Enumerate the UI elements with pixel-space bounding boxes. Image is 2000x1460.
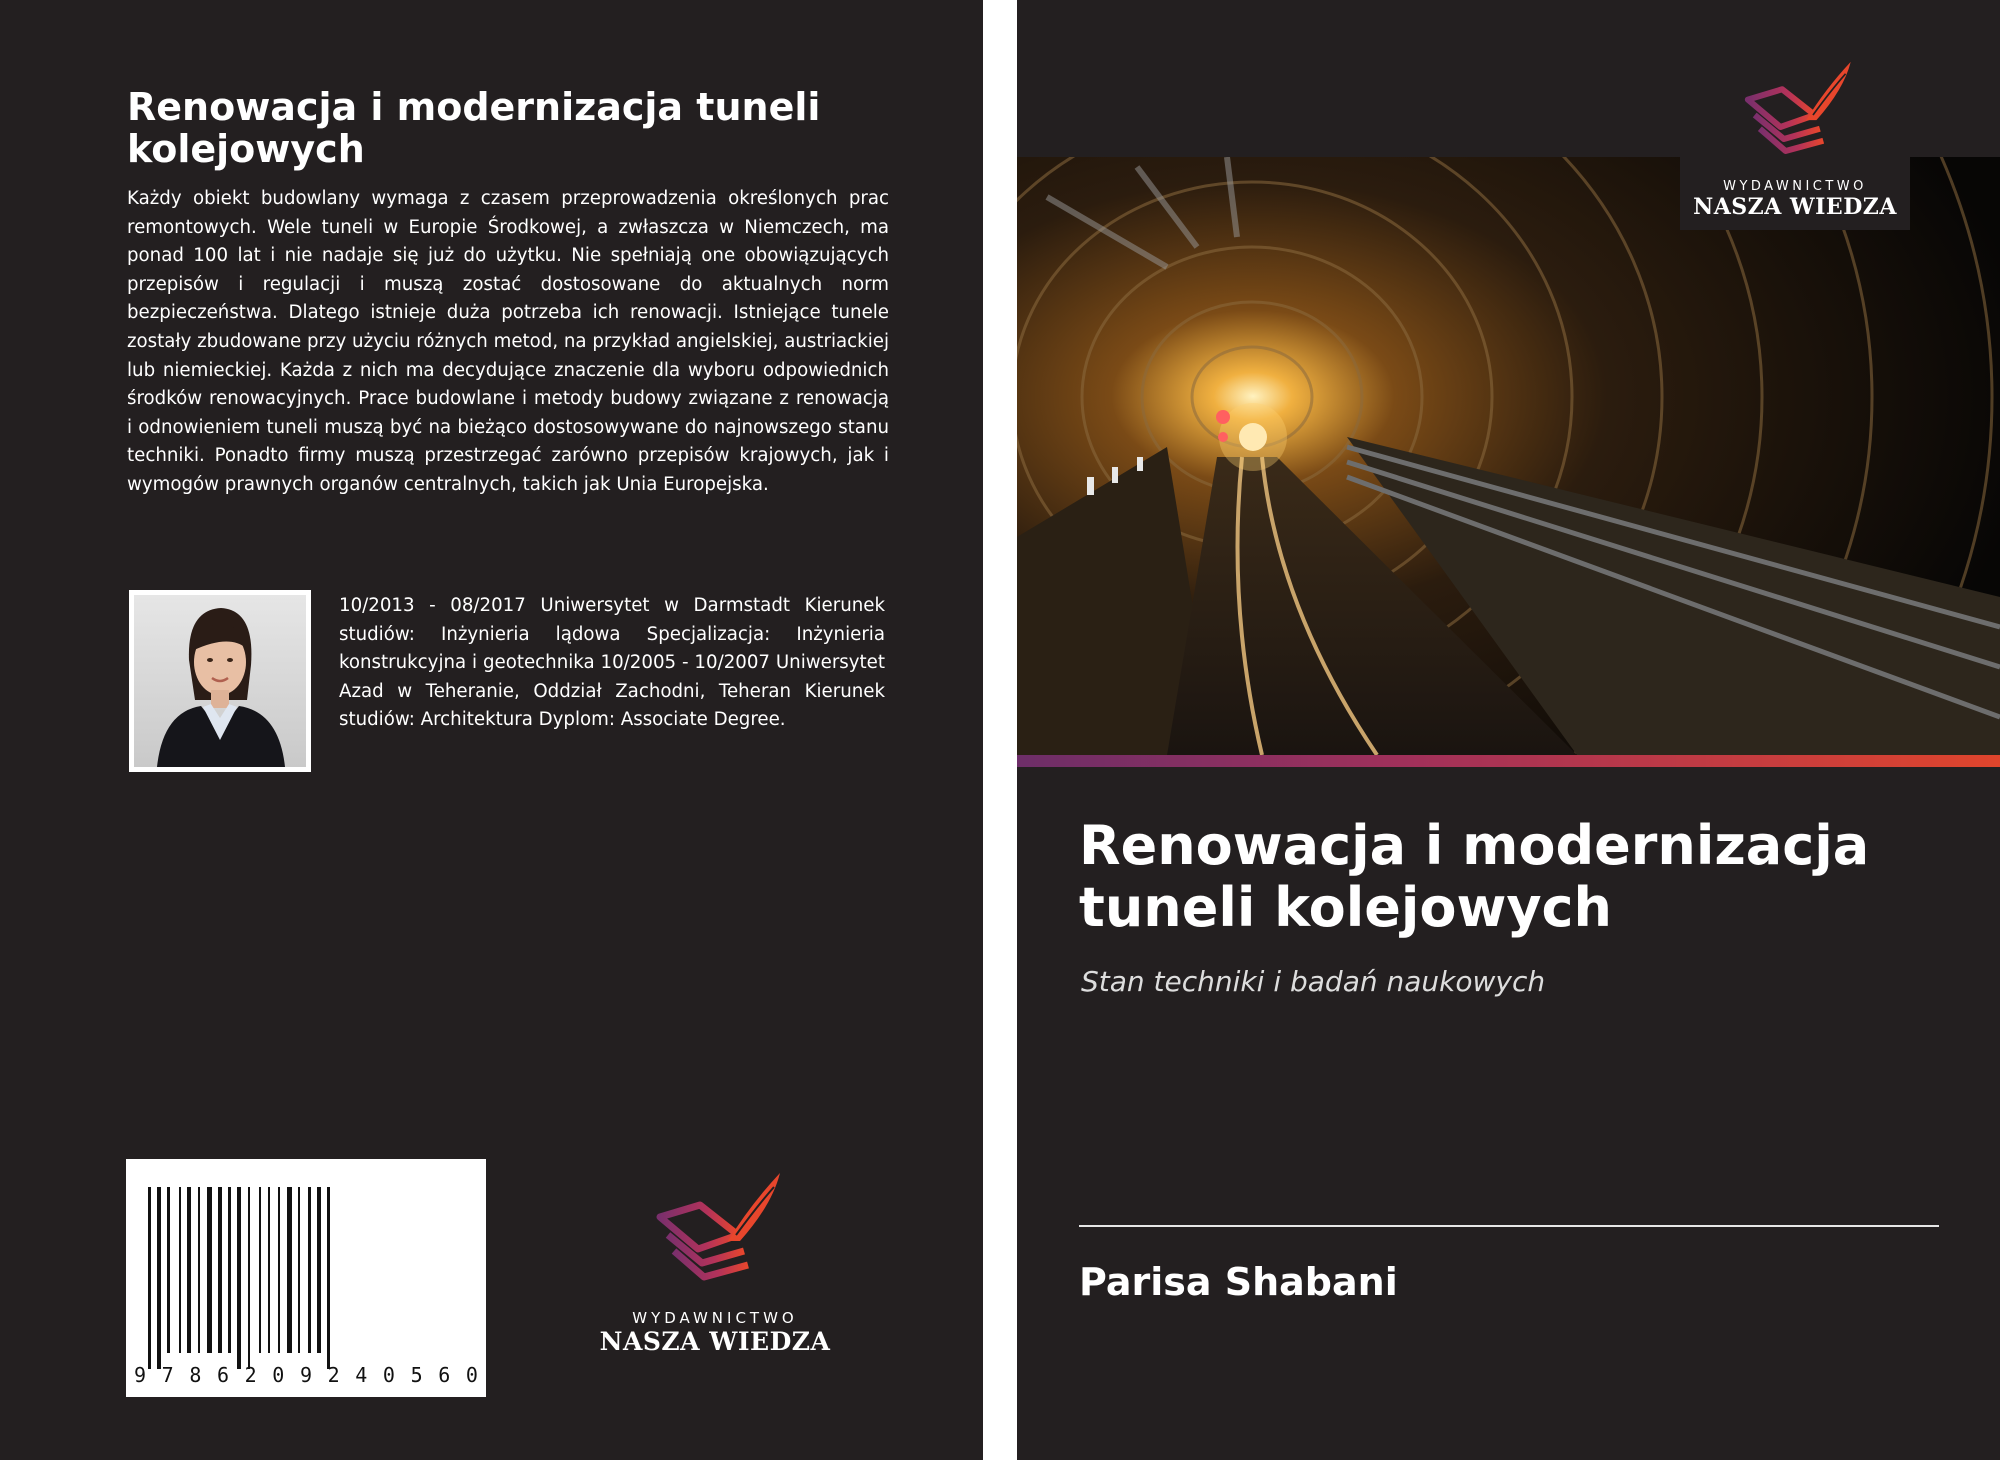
book-quill-icon: [640, 1165, 790, 1305]
barcode-digit: 9: [134, 1363, 147, 1387]
barcode-digit: 7: [161, 1363, 174, 1387]
barcode-digit: 9: [299, 1363, 312, 1387]
barcode-digit: 0: [382, 1363, 395, 1387]
publisher-logo-front: [1680, 55, 1910, 230]
barcode-digit: 4: [355, 1363, 368, 1387]
publisher-line1: WYDAWNICTWO: [1723, 179, 1867, 194]
book-quill-icon: [1730, 55, 1860, 175]
publisher-line2: NASZA WIEDZA: [599, 1327, 831, 1356]
barcode-digit: 6: [438, 1363, 451, 1387]
author-photo: [129, 590, 311, 772]
barcode-digit: 2: [244, 1363, 257, 1387]
barcode-digit: 0: [465, 1363, 478, 1387]
divider: [1079, 1225, 1939, 1227]
barcode-digit: 5: [410, 1363, 423, 1387]
barcode-digits: [134, 1363, 478, 1387]
railway-tunnel-photo: [1017, 157, 2000, 755]
barcode-digit: 6: [216, 1363, 230, 1387]
isbn-barcode: [126, 1159, 486, 1397]
back-cover: [0, 0, 983, 1460]
back-cover-title: Renowacja i modernizacja tuneli kolejowych: [127, 85, 821, 171]
accent-bar: [1017, 755, 2000, 767]
front-cover-subtitle: Stan techniki i badań naukowych: [1081, 965, 1546, 998]
back-cover-description: Każdy obiekt budowlany wymaga z czasem przeprowadzenia określonych prac remontowych. Wele tuneli w Europie Środkowej, a zwłaszcza w Niemczech, ma ponad 100 lat i nie nadaje się już do użytku. Nie spełniają one obowiązujących przepisów i regulacji i muszą zostać dostosowane do aktualnych norm bezpieczeństwa. Dlatego istnieje duża potrzeba ich renowacji. Istniejące tunele zostały zbudowane przy użyciu różnych metod, na przykład angielskiej, austriackiej lub niemieckiej. Każda z nich ma decydujące znaczenie dla wyboru odpowiednich środków renowacyjnych. Prace budowlane i metody budowy związane z renowacją i odnowieniem tuneli muszą być na bieżąco dostosowywane do najnowszego stanu techniki. Ponadto firmy muszą przestrzegać zarówno przepisów krajowych, jak i wymogów prawnych organów centralnych, takich jak Unia Europejska.: [127, 188, 890, 495]
barcode-digit: 2: [327, 1363, 340, 1387]
barcode-digit: 8: [189, 1363, 202, 1387]
author-bio: 10/2013 - 08/2017 Uniwersytet w Darmstadt Kierunek studiów: Inżynieria lądowa Specjalizacja: Inżynieria konstrukcyjna i geotechnika 10/2005 - 10/2007 Uniwersytet Azad w Teheranie, Oddział Zachodni, Teheran Kierunek studiów: Architektura Dyplom: Associate Degree.: [339, 595, 885, 731]
publisher-line1: WYDAWNICTWO: [632, 1309, 798, 1327]
publisher-line2: NASZA WIEDZA: [1693, 194, 1897, 220]
front-cover-title: Renowacja i modernizacja tuneli kolejowych: [1079, 814, 1870, 939]
barcode-digit: 0: [272, 1363, 285, 1387]
publisher-logo-back: [585, 1165, 845, 1356]
front-cover-author: Parisa Shabani: [1079, 1260, 1398, 1304]
